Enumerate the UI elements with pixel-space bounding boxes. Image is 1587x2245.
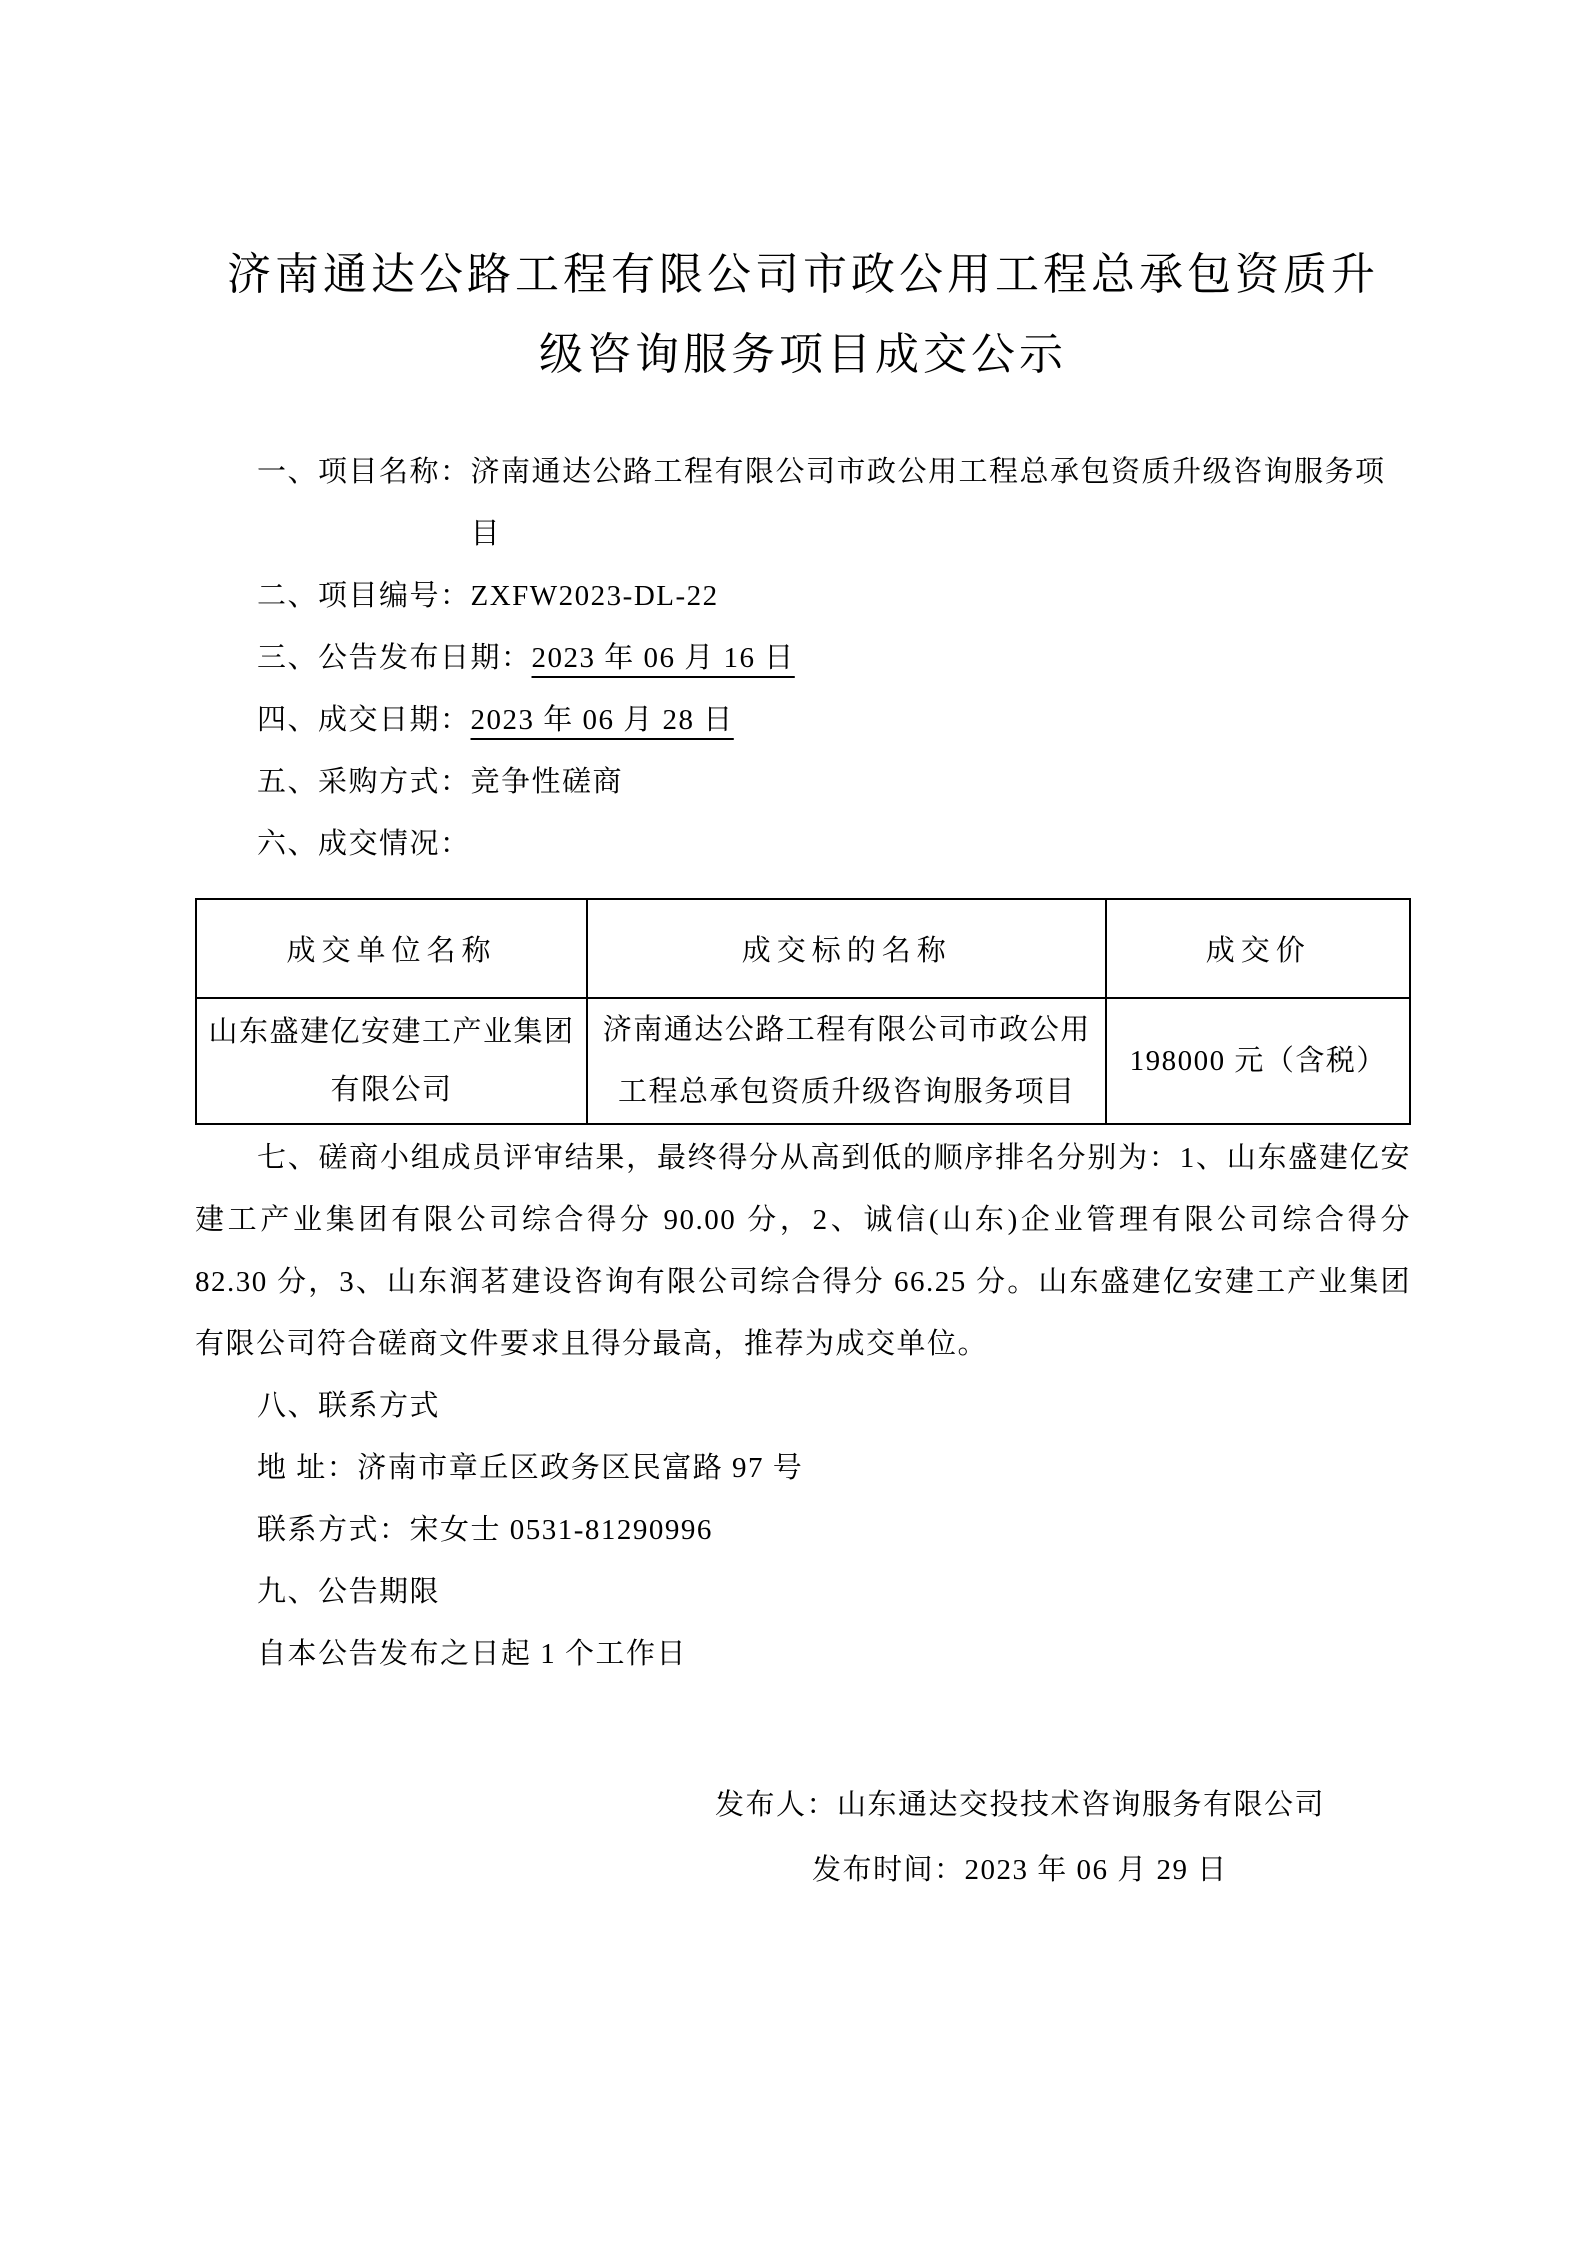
title-line-2: 级咨询服务项目成交公示 [539, 330, 1067, 379]
list-item-deal-result [195, 813, 1411, 875]
item-label: 二、项目编号： [257, 580, 471, 612]
item-value: ZXFW2023-DL-22 [470, 580, 719, 612]
document-title [195, 235, 1411, 395]
item-value-underlined: 2023 年 06 月 28 日 [470, 704, 734, 736]
list-item-announce-date [195, 627, 1411, 689]
item-value [471, 813, 1411, 875]
title-line-1: 济南通达公路工程有限公司市政公用工程总承包资质升 [227, 250, 1379, 299]
cell-winning-unit: 山东盛建亿安建工产业集团有限公司 [196, 998, 587, 1124]
col-header-subject-name: 成交标的名称 [587, 899, 1107, 998]
cell-subject-name: 济南通达公路工程有限公司市政公用工程总承包资质升级咨询服务项目 [587, 998, 1107, 1124]
list-item-project-name [195, 441, 1411, 565]
document-footer [195, 1773, 1411, 1903]
item-value-underlined: 2023 年 06 月 16 日 [531, 642, 795, 674]
table-row [196, 998, 1410, 1124]
list-item-procurement-method [195, 751, 1411, 813]
publish-date-line: 发布时间：2023 年 06 月 29 日 [812, 1854, 1228, 1886]
contact-phone: 联系方式：宋女士 0531-81290996 [257, 1514, 713, 1546]
list-item-deal-date [195, 689, 1411, 751]
item-label: 四、成交日期： [257, 704, 471, 736]
col-header-price: 成交价 [1106, 899, 1410, 998]
list-item-project-number [195, 565, 1411, 627]
deal-table-header [196, 899, 1410, 998]
period-text: 自本公告发布之日起 1 个工作日 [257, 1638, 688, 1670]
header-row [196, 899, 1410, 998]
contact-address: 地 址：济南市章丘区政务区民富路 97 号 [257, 1452, 804, 1484]
item-value: 竞争性磋商 [470, 766, 624, 798]
col-header-winning-unit: 成交单位名称 [196, 899, 587, 998]
deal-table-body [196, 998, 1410, 1124]
info-list [195, 441, 1411, 875]
cell-price: 198000 元（含税） [1106, 998, 1410, 1124]
review-result-paragraph: 七、磋商小组成员评审结果，最终得分从高到低的顺序排名分别为：1、山东盛建亿安建工产业集团有限公司综合得分 90.00 分，2、诚信(山东)企业管理有限公司综合得分 82.30 分，3、山东润茗建设咨询有限公司综合得分 66.25 分。山东盛建亿安建工产业集团有限公司符合磋商文件要求且得分最高，推荐为成交单位。 [195, 1142, 1411, 1360]
item-label: 三、公告发布日期： [257, 642, 532, 674]
contact-heading: 八、联系方式 [257, 1390, 441, 1422]
item-label: 一、项目名称： [257, 456, 471, 488]
item-label: 五、采购方式： [257, 766, 471, 798]
item-label: 六、成交情况： [257, 828, 471, 860]
item-value: 济南通达公路工程有限公司市政公用工程总承包资质升级咨询服务项目 [470, 456, 1386, 550]
publisher-line: 发布人：山东通达交投技术咨询服务有限公司 [715, 1789, 1326, 1821]
deal-table [195, 898, 1411, 1125]
period-heading: 九、公告期限 [257, 1576, 441, 1608]
